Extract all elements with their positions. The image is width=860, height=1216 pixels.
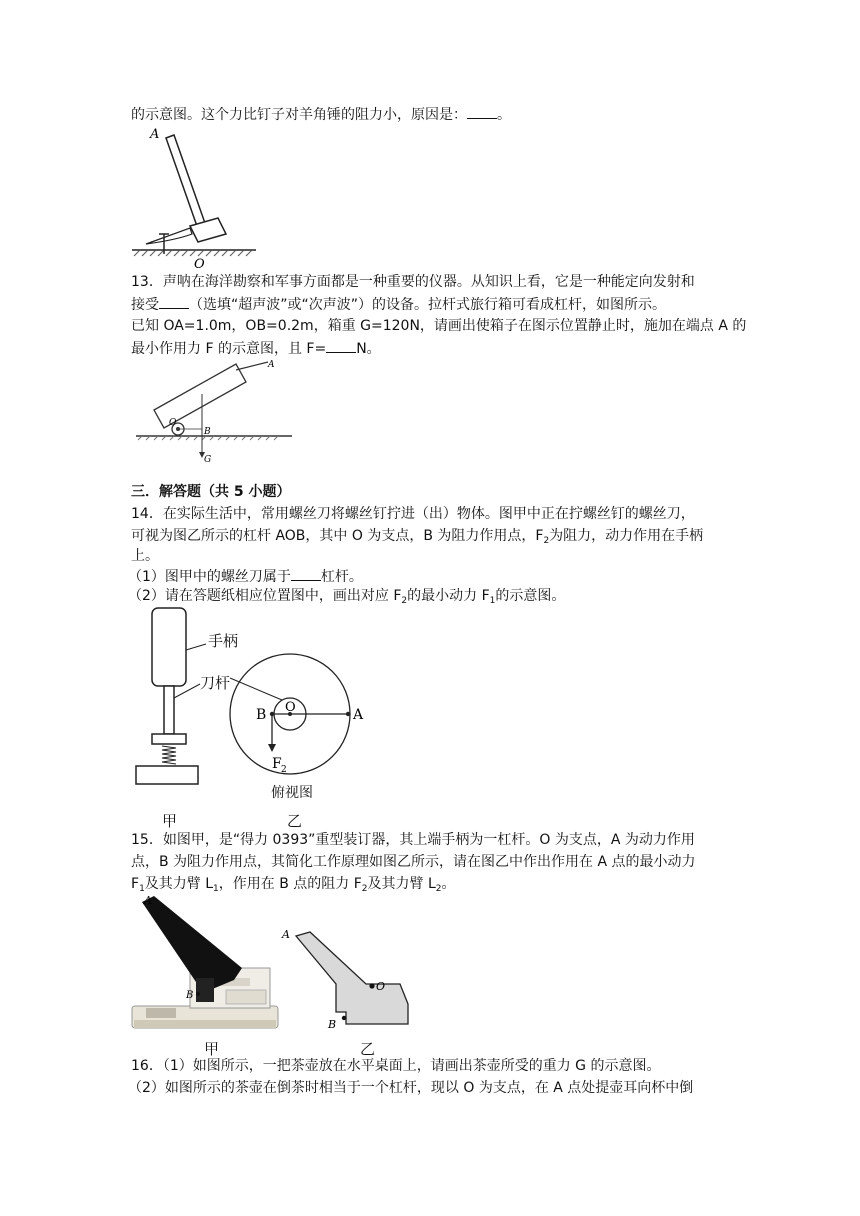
- q15-l3a: F: [131, 876, 140, 892]
- q14-label-a: A: [353, 707, 364, 723]
- q14-top-view-label: 俯视图: [271, 785, 313, 801]
- q13-suitcase-figure: [134, 358, 294, 466]
- q12-text-prefix: 的示意图。这个力比钉子对羊角锤的阻力小，原因是：: [131, 107, 467, 123]
- q13-line-4b: N。: [356, 341, 381, 357]
- q15-photo-label-o: O: [230, 962, 240, 975]
- q14-label-b: B: [256, 707, 267, 723]
- q13-label-o: O: [169, 418, 177, 428]
- q13-line-2a: 接受: [131, 297, 159, 313]
- q14-line-1: 14．在实际生活中，常用螺丝刀将螺丝钉拧进（出）物体。图甲中正在拧螺丝钉的螺丝刀，: [131, 506, 695, 522]
- q15-label-a: A: [282, 928, 290, 941]
- q16-line-2: （2）如图所示的茶壶在倒茶时相当于一个杠杆，现以 O 为支点，在 A 点处提壶耳向杯中倒: [128, 1080, 694, 1096]
- q14-answer-blank[interactable]: [291, 566, 321, 581]
- q16-line-1: 16．（1）如图所示，一把茶壶放在水平桌面上，请画出茶壶所受的重力 G 的示意图。: [131, 1058, 661, 1074]
- q15-label-b: B: [328, 1018, 337, 1031]
- q13-label-a: A: [268, 360, 275, 370]
- q15-l3b: 及其力臂 L: [144, 876, 214, 892]
- q12-text-suffix: 。: [497, 107, 511, 123]
- q14-part-2-sub2: 1: [489, 596, 496, 606]
- q12-label-o: O: [194, 257, 205, 270]
- q15-l3-s4: 2: [435, 884, 442, 894]
- q13-line-4: [131, 338, 381, 359]
- q15-l3c: ，作用在 B 点的阻力 F: [218, 876, 362, 892]
- q14-label-f-sub: 2: [281, 765, 287, 775]
- q13-line-1: 13．声呐在海洋勘察和军事方面都是一种重要的仪器。从知识上看，它是一种能定向发射和: [131, 274, 695, 290]
- section-3-title: 三．解答题（共 5 小题）: [131, 484, 291, 500]
- q14-label-f: F: [272, 756, 282, 772]
- q13-line-4a: 最小作用力 F 的示意图，且 F=: [131, 341, 327, 357]
- q15-lever-diagram: [280, 924, 420, 1034]
- q14-part-2c: 的示意图。: [495, 588, 566, 604]
- q13-line-2b: （选填“超声波”或“次声波”）的设备。拉杆式旅行箱可看成杠杆，如图所示。: [189, 297, 667, 313]
- q14-caption-jia: 甲: [162, 812, 178, 830]
- q14-part-1b: 杠杆。: [320, 569, 363, 585]
- q14-shaft-label: 刀杆: [200, 674, 231, 692]
- q13-answer-blank-2[interactable]: [326, 338, 356, 353]
- q14-part-2b: 的最小动力 F: [407, 588, 490, 604]
- q14-part-2-sub1: 2: [401, 596, 408, 606]
- q15-photo-label-a: A: [144, 894, 152, 907]
- q15-l3-s2: 1: [213, 884, 219, 894]
- q15-line-1: 15．如图甲，是“得力 0393”重型装订器，其上端手柄为一杠杆。O 为支点，A 为动力作用: [131, 832, 695, 848]
- q15-label-o: O: [376, 980, 386, 993]
- q12-hammer-figure: [128, 122, 258, 270]
- q13-label-b: B: [204, 427, 211, 437]
- q15-l3-s1: 1: [139, 884, 145, 894]
- q14-handle-label: 手柄: [208, 632, 239, 650]
- q14-line-3: 上。: [131, 548, 159, 564]
- q15-caption-yi: 乙: [360, 1040, 376, 1058]
- q14-part-1a: （1）图甲中的螺丝刀属于: [128, 569, 291, 585]
- q14-top-view-figure: [226, 640, 386, 800]
- q14-line-2: [131, 526, 703, 551]
- q14-line-2-sub: 2: [543, 536, 550, 546]
- q14-label-o: O: [285, 700, 296, 715]
- q14-line-2a: 可视为图乙所示的杠杆 AOB，其中 O 为支点，B 为阻力作用点，F: [131, 528, 544, 544]
- q14-caption-yi: 乙: [287, 812, 303, 830]
- q15-caption-jia: 甲: [204, 1040, 220, 1058]
- q14-line-2b: 为阻力，动力作用在手柄: [549, 528, 704, 544]
- q15-photo-label-b: B: [186, 990, 194, 1001]
- q13-answer-blank-1[interactable]: [159, 294, 189, 309]
- q14-part-2a: （2）请在答题纸相应位置图中，画出对应 F: [128, 588, 402, 604]
- q15-l3-s3: 2: [361, 884, 368, 894]
- q15-l3d: 及其力臂 L: [367, 876, 436, 892]
- q15-l3e: 。: [441, 876, 456, 892]
- q15-stapler-photo: [130, 894, 280, 1034]
- q13-line-2: [131, 294, 666, 315]
- q12-label-a: A: [150, 127, 160, 142]
- q13-line-3: 已知 OA=1.0m，OB=0.2m，箱重 G=120N，请画出使箱子在图示位置静止时，施加在端点 A 的: [131, 318, 747, 334]
- q13-label-g: G: [204, 455, 212, 465]
- q15-line-2: 点，B 为阻力作用点，其简化工作原理如图乙所示，请在图乙中作出作用在 A 点的最小动力: [131, 854, 696, 870]
- q14-part-1: [128, 566, 363, 587]
- q12-answer-blank[interactable]: [467, 104, 497, 119]
